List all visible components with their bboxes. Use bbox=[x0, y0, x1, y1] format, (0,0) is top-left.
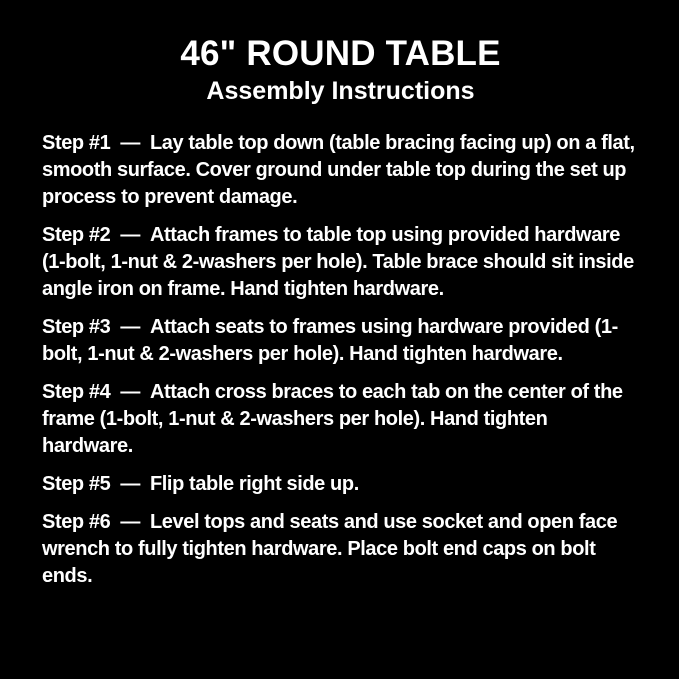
step-label: Step #1 bbox=[42, 132, 111, 154]
step-text: Attach seats to frames using hardware provided (1-bolt, 1-nut & 2-washers per hole). Hand tighten hardware. bbox=[42, 316, 618, 365]
step-item-6 bbox=[42, 509, 639, 590]
step-separator: — bbox=[120, 132, 140, 154]
step-label: Step #2 bbox=[42, 224, 111, 246]
step-text: Attach frames to table top using provided hardware (1-bolt, 1-nut & 2-washers per hole). Table brace should sit inside angle iron on frame. Hand tighten hardware. bbox=[42, 224, 634, 300]
step-text: Attach cross braces to each tab on the center of the frame (1-bolt, 1-nut & 2-washers per hole). Hand tighten hardware. bbox=[42, 381, 623, 457]
step-label: Step #4 bbox=[42, 381, 111, 403]
step-separator: — bbox=[120, 473, 140, 495]
step-label: Step #6 bbox=[42, 511, 111, 533]
step-separator: — bbox=[120, 511, 140, 533]
step-item-5 bbox=[42, 471, 639, 498]
step-separator: — bbox=[120, 224, 140, 246]
step-text: Level tops and seats and use socket and open face wrench to fully tighten hardware. Place bolt end caps on bolt ends. bbox=[42, 511, 618, 587]
step-item-3 bbox=[42, 314, 639, 368]
step-text: Lay table top down (table bracing facing up) on a flat, smooth surface. Cover ground under table top during the set up process to prevent damage. bbox=[42, 132, 635, 208]
page-subtitle: Assembly Instructions bbox=[206, 77, 475, 105]
page-title: 46" ROUND TABLE bbox=[180, 34, 501, 73]
step-separator: — bbox=[120, 316, 140, 338]
steps-list bbox=[42, 130, 639, 590]
step-text: Flip table right side up. bbox=[149, 473, 359, 495]
step-item-1 bbox=[42, 130, 639, 211]
step-separator: — bbox=[120, 381, 140, 403]
step-label: Step #3 bbox=[42, 316, 111, 338]
step-item-2 bbox=[42, 222, 639, 303]
step-label: Step #5 bbox=[42, 473, 111, 495]
step-item-4 bbox=[42, 379, 639, 460]
